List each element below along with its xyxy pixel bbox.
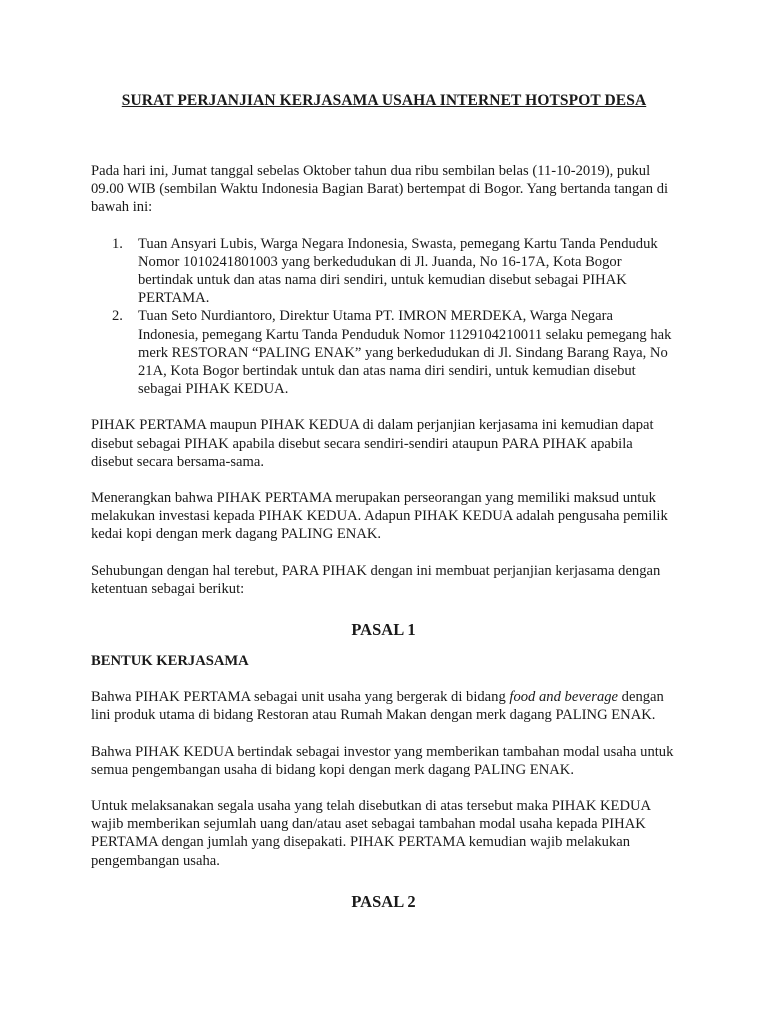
party-item <box>91 307 676 398</box>
party-item <box>91 235 676 308</box>
pasal-1-paragraph-2: Bahwa PIHAK KEDUA bertindak sebagai investor yang memberikan tambahan modal usaha untuk semua pengembangan usaha di bidang kopi dengan merk dagang PALING ENAK. <box>91 743 674 778</box>
text-run: Bahwa PIHAK PERTAMA sebagai unit usaha yang bergerak di bidang <box>91 689 510 706</box>
bentuk-kerjasama-heading: BENTUK KERJASAMA <box>91 653 249 670</box>
pasal-1-heading: PASAL 1 <box>351 620 416 640</box>
pasal-1-paragraph-1 <box>91 688 676 724</box>
party-text: Tuan Seto Nurdiantoro, Direktur Utama PT. IMRON MERDEKA, Warga Negara Indonesia, pemegang Kartu Tanda Penduduk Nomor 1129104210011 selaku pemegang hak merk RESTORAN “PALING ENAK” yang berkedudukan di Jl. Sindang Barang Raya, No 21A, Kota Bogor bertindak untuk dan atas nama diri sendiri, untuk kemudian disebut sebagai PIHAK KEDUA. <box>138 308 672 398</box>
document-title: SURAT PERJANJIAN KERJASAMA USAHA INTERNET HOTSPOT DESA <box>121 92 647 109</box>
party-text: Tuan Ansyari Lubis, Warga Negara Indonesia, Swasta, pemegang Kartu Tanda Penduduk Nomor 1010241801003 yang berkedudukan di Jl. Juanda, No 16-17A, Kota Bogor bertindak untuk dan atas nama diri sendiri, untuk kemudian disebut sebagai PIHAK PERTAMA. <box>138 235 658 307</box>
pasal-1-paragraph-3: Untuk melaksanakan segala usaha yang telah disebutkan di atas tersebut maka PIHAK KEDUA wajib memberikan sejumlah uang dan/atau aset sebagai tambahan modal usaha kepada PIHAK PERTAMA dengan jumlah yang disepakati. PIHAK PERTAMA kemudian wajib melakukan pengembangan usaha. <box>91 798 651 869</box>
intro-paragraph: Pada hari ini, Jumat tanggal sebelas Oktober tahun dua ribu sembilan belas (11-10-2019), pukul 09.00 WIB (sembilan Waktu Indonesia Bagian Barat) bertempat di Bogor. Yang bertanda tangan di bawah ini: <box>91 163 669 216</box>
italic-term: food and beverage <box>509 689 619 706</box>
menerangkan-paragraph: Menerangkan bahwa PIHAK PERTAMA merupakan perseorangan yang memiliki maksud untuk melakukan investasi kepada PIHAK KEDUA. Adapun PIHAK KEDUA adalah pengusaha pemilik kedai kopi dengan merk dagang PALING ENAK. <box>91 490 668 543</box>
pihak-paragraph: PIHAK PERTAMA maupun PIHAK KEDUA di dalam perjanjian kerjasama ini kemudian dapat disebut sebagai PIHAK apabila disebut secara sendiri-sendiri ataupun PARA PIHAK apabila disebut secara bersama-sama. <box>91 417 654 470</box>
party-number: 1. <box>112 235 123 252</box>
party-number: 2. <box>112 308 123 325</box>
sehubungan-paragraph: Sehubungan dengan hal terebut, PARA PIHAK dengan ini membuat perjanjian kerjasama dengan ketentuan sebagai berikut: <box>91 562 661 597</box>
pasal-2-heading: PASAL 2 <box>351 891 416 911</box>
document-body <box>91 162 676 924</box>
text-run: dengan lini produk utama di bidang Restoran atau Rumah Makan dengan merk dagang PALING ENAK. <box>91 689 664 724</box>
parties-list <box>91 235 676 399</box>
